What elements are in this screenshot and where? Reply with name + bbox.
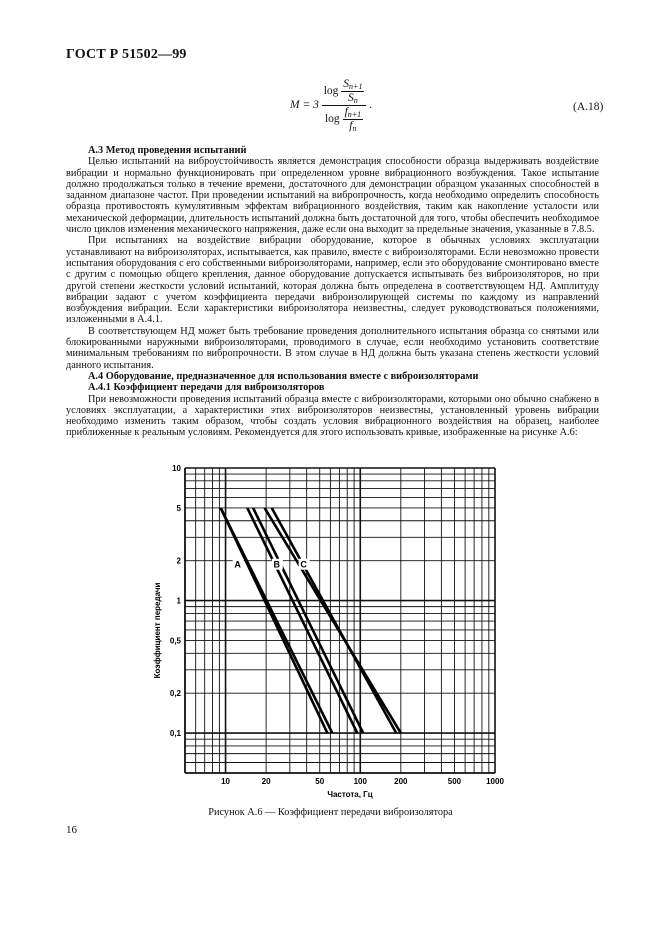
x-axis-label: Частота, Гц: [327, 790, 373, 799]
section-a3: [66, 145, 599, 439]
x-tick-label: 20: [261, 777, 271, 786]
section-a41-heading: А.4.1 Коэффициент передачи для виброизоляторов: [88, 382, 325, 394]
y-axis-label: Коэффициент передачи: [153, 582, 162, 679]
figure-a6-chart: [150, 460, 520, 805]
f-fraction: $\frac{f_{n+1}}{f_n}$: [344, 106, 362, 133]
curve-label-b: B: [273, 559, 281, 570]
y-tick-label: 1: [176, 596, 181, 606]
x-tick-label: 1000: [486, 777, 504, 786]
curve-line-b: [247, 508, 357, 733]
section-a4-heading: А.4 Оборудование, предназначенное для использования вместе с виброизоляторами: [88, 370, 479, 382]
curve-label-a: A: [234, 559, 241, 570]
paragraph: Целью испытаний на виброустойчивость является демонстрация способности образца выдерживать воздействие вибрации и нормально функционировать при определенном уровне вибрационного возбуждения. Такое испытание должно продолжаться только в течение времени, достаточного для демонстрации образцом указанных способностей в заданном диапазоне частот. При проведении испытаний на вибропрочность, когда необходимо определить способность образца противостоять кумулятивным эффектам вибрационного воздействия, таким как накопление усталости или механической деформации, длительность испытаний должна быть достаточной для того, чтобы обеспечить необходимое число циклов изменения механического напряжения, даже если она выходит за предельные значения, указанные в 7.8.5.: [66, 156, 599, 236]
y-tick-label: 5: [176, 503, 181, 513]
transmission-chart-svg: [150, 460, 520, 800]
x-tick-label: 200: [394, 777, 408, 786]
y-tick-label: 0,5: [169, 636, 181, 646]
y-tick-label: 2: [176, 556, 181, 566]
x-tick-label: 10: [221, 777, 231, 786]
y-tick-label: 0,1: [169, 729, 181, 739]
figure-caption: Рисунок А.6 — Коэффициент передачи виброизолятора: [208, 807, 453, 818]
s-fraction: $\frac{S_{n+1}}{S_n}$: [343, 78, 363, 105]
x-tick-label: 50: [315, 777, 325, 786]
document-header: ГОСТ Р 51502—99: [66, 47, 187, 62]
curve-line: [221, 508, 333, 733]
section-a3-heading: А.3 Метод проведения испытаний: [88, 145, 247, 156]
y-tick-label: 10: [172, 464, 181, 473]
formula-lhs: M = 3: [290, 99, 319, 112]
paragraph: При испытаниях на воздействие вибрации оборудование, которое в обычных условиях эксплуатации устанавливают на виброизоляторах, испытывается, как правило, вместе с виброизоляторами. Если невозможно провести испытания оборудования с его собственными виброизоляторами, например, если это оборудование смонтировано вместе с другим с помощью общего крепления, данное оборудование допускается испытывать без виброизоляторов, но при другой степени жесткости условий испытаний, которая должна быть определена в соответствующем НД. Амплитуду вибрации задают с учетом коэффициента передачи виброизолирующей системы по каждому из направлений возбуждения вибрации. Если характеристики виброизолятора неизвестны, следует руководствоваться положениями, изложенными в А.4.1.: [66, 235, 599, 326]
log-denominator: log: [324, 113, 340, 126]
formula-main-fraction: [322, 78, 367, 133]
curves: [221, 508, 401, 733]
grid: [185, 468, 495, 773]
paragraph: В соответствующем НД может быть требование проведения дополнительного испытания образца со снятыми или блокированными наружными виброизоляторами, проводимого в случае, если необходимо установить соответствие минимальным требованиям по вибропрочности. В этом случае в НД должна быть указана степень жесткости условий данного испытания.: [66, 325, 599, 371]
curve-line: [272, 508, 397, 733]
x-tick-label: 100: [353, 777, 367, 786]
equation-label: (A.18): [573, 101, 604, 113]
page-number: 16: [66, 824, 77, 836]
paragraph: При невозможности проведения испытаний образца вместе с виброизоляторами, которыми оно обычно снабжено в условиях эксплуатации, а характеристики этих виброизоляторов неизвестны, установленный уровень вибрации необходимо изменить таким образом, чтобы создать условия вибрационного воздействия на образец, наиболее приближенные к реальным условиям. Рекомендуется для этого использовать кривые, изображенные на рисунке А.6:: [66, 393, 599, 439]
formula-a18: M = 3 log $\frac{S_{n+1}}{S_n}$ log $\frac{f_{n+1}}{f_n}$ . (A.18): [290, 78, 604, 133]
x-tick-label: 500: [447, 777, 462, 786]
labels: [153, 464, 504, 799]
curve-label-c: C: [300, 559, 307, 570]
y-tick-label: 0,2: [169, 689, 181, 699]
log-numerator: log: [323, 85, 339, 98]
curve-line: [253, 508, 363, 733]
